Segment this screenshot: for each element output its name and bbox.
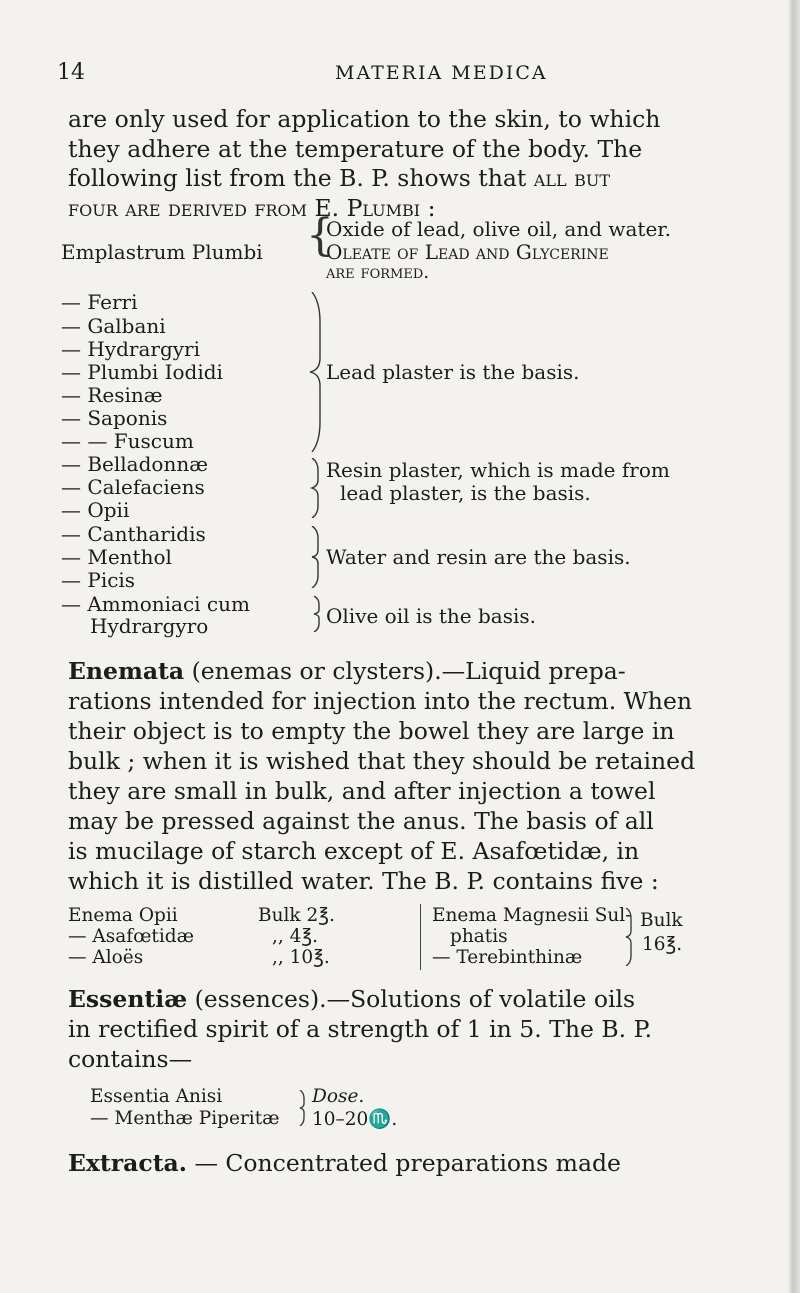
enema-right-name-2: phatis <box>450 926 508 947</box>
enemata-line: may be pressed against the anus. The basis of all <box>68 807 654 835</box>
intro-emphasis: all but <box>533 164 610 192</box>
dose-label: Dose. <box>312 1086 365 1107</box>
intro-line-2: they adhere at the temperature of the body. The <box>68 135 643 163</box>
plaster-item: — Picis <box>61 568 136 592</box>
enema-dose: Bulk 2℥. <box>258 905 335 926</box>
group2-note-2: lead plaster, is the basis. <box>340 481 591 505</box>
plaster-main-desc-1: Oxide of lead, olive oil, and water. <box>326 217 672 241</box>
essentiae-line-1 <box>68 984 635 1014</box>
plaster-item: — Galbani <box>61 314 166 338</box>
plaster-item: — Ammoniaci cum <box>61 592 250 616</box>
plaster-main-name: Emplastrum Plumbi <box>61 240 263 264</box>
essentia-item: — Menthæ Piperitæ <box>90 1108 280 1129</box>
plaster-item: — Cantharidis <box>61 522 206 546</box>
intro-line-1: are only used for application to the skin, to which <box>68 105 661 133</box>
enema-right-bulk: Bulk <box>640 910 683 931</box>
plaster-item: — Saponis <box>61 406 168 430</box>
essentiae-line: contains— <box>68 1045 193 1073</box>
enemata-line: which it is distilled water. The B. P. contains five : <box>68 867 659 895</box>
brace-icon <box>308 292 324 454</box>
brace-icon <box>298 1090 306 1126</box>
plaster-main-desc-2: Oleate of Lead and Glycerine <box>326 240 609 264</box>
extracta-text: — Concentrated preparations made <box>186 1149 621 1177</box>
enema-right-name-1: Enema Magnesii Sul- <box>432 905 632 926</box>
intro-line-3-text: following list from the B. P. shows that <box>68 164 534 192</box>
intro-line-4: four are derived from E. Plumbi : <box>68 194 436 222</box>
plaster-item: — Menthol <box>61 545 172 569</box>
group4-note: Olive oil is the basis. <box>326 604 537 628</box>
brace-icon <box>624 908 634 966</box>
extracta-line <box>68 1148 621 1178</box>
brace-icon: { <box>306 210 334 261</box>
plaster-main-desc-3: are formed. <box>326 262 430 283</box>
enema-dose: ,, 10℥. <box>272 947 330 968</box>
page-edge-shadow <box>788 0 800 1293</box>
plaster-item: — Hydrargyri <box>61 337 201 361</box>
enemata-line: rations intended for injection into the rectum. When <box>68 687 692 715</box>
enemata-text: (enemas or clysters).—Liquid prepa- <box>184 657 626 685</box>
enema-right-name-3: — Terebinthinæ <box>432 947 583 968</box>
enemata-term: Enemata <box>68 657 185 685</box>
enema-name: — Aloës <box>68 947 144 968</box>
enema-name: Enema Opii <box>68 905 178 926</box>
essentiae-text: (essences).—Solutions of volatile oils <box>187 985 636 1013</box>
dose-value: 10–20♏. <box>312 1109 398 1130</box>
extracta-term: Extracta. <box>68 1149 187 1177</box>
enemata-line-1 <box>68 656 626 686</box>
plaster-item: — Plumbi Iodidi <box>61 360 223 384</box>
group3-note: Water and resin are the basis. <box>326 545 631 569</box>
plaster-item: — Belladonnæ <box>61 452 209 476</box>
page-number: 14 <box>57 60 85 85</box>
running-head: MATERIA MEDICA <box>335 62 548 84</box>
plaster-item: — Ferri <box>61 290 138 314</box>
plaster-item: — Opii <box>61 498 130 522</box>
essentia-item: Essentia Anisi <box>90 1086 223 1107</box>
plaster-item-cont: Hydrargyro <box>90 614 209 638</box>
enemata-line: their object is to empty the bowel they are large in <box>68 717 675 745</box>
group2-note-1: Resin plaster, which is made from <box>326 458 670 482</box>
enemata-line: they are small in bulk, and after injection a towel <box>68 777 656 805</box>
table-divider <box>420 904 421 970</box>
brace-icon <box>310 458 322 518</box>
enema-right-dose: 16℥. <box>642 934 683 955</box>
enemata-line: bulk ; when it is wished that they should be retained <box>68 747 696 775</box>
group1-note: Lead plaster is the basis. <box>326 360 580 384</box>
plaster-item: — Resinæ <box>61 383 163 407</box>
brace-icon <box>310 526 322 588</box>
essentiae-term: Essentiæ <box>68 985 188 1013</box>
plaster-item: — — Fuscum <box>61 429 194 453</box>
brace-icon <box>312 596 322 632</box>
essentiae-line: in rectified spirit of a strength of 1 in 5. The B. P. <box>68 1015 653 1043</box>
enema-name: — Asafœtidæ <box>68 926 194 947</box>
enemata-line: is mucilage of starch except of E. Asafœtidæ, in <box>68 837 640 865</box>
plaster-item: — Calefaciens <box>61 475 205 499</box>
intro-line-3 <box>68 163 610 193</box>
enema-dose: ,, 4℥. <box>272 926 318 947</box>
